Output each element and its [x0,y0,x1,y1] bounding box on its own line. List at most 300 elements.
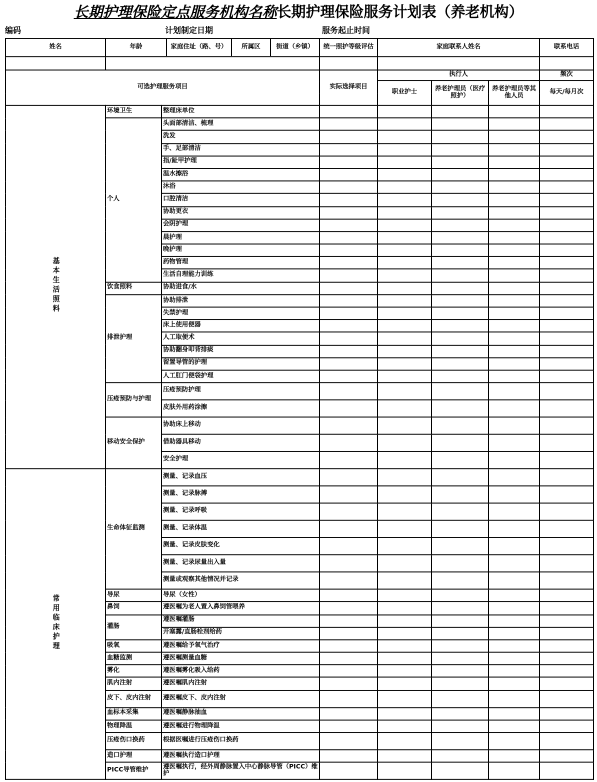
caregiver-med-cell[interactable] [432,206,489,219]
service-item-label: 遵医嘱给予氧气治疗 [162,640,320,653]
caregiver-other-cell[interactable] [489,156,540,169]
frequency-cell[interactable] [540,295,594,308]
frequency-cell[interactable] [540,750,594,763]
caregiver-other-cell[interactable] [489,417,540,434]
caregiver-med-cell[interactable] [432,555,489,572]
caregiver-other-cell[interactable] [489,219,540,232]
selected-cell[interactable] [320,652,378,665]
nurse-cell[interactable] [378,486,432,503]
caregiver-other-cell[interactable] [489,181,540,194]
frequency-cell[interactable] [540,469,594,486]
service-item-label: 遵医嘱执行，经外周静脉置入中心静脉导管（PICC）维护 [162,762,320,779]
frequency-cell[interactable] [540,690,594,707]
frequency-cell[interactable] [540,231,594,244]
caregiver-other-cell[interactable] [489,131,540,144]
nurse-cell[interactable] [378,383,432,400]
nurse-cell[interactable] [378,640,432,653]
group-label: 导尿 [106,589,162,602]
selected-cell[interactable] [320,156,378,169]
nurse-cell[interactable] [378,282,432,295]
caregiver-med-cell[interactable] [432,358,489,371]
header2-row-1 [6,70,594,81]
selected-cell[interactable] [320,520,378,537]
selected-cell[interactable] [320,640,378,653]
frequency-cell[interactable] [540,417,594,434]
caregiver-med-cell[interactable] [432,707,489,720]
frequency-cell[interactable] [540,720,594,733]
selected-cell[interactable] [320,282,378,295]
service-item-label: 测量或观察其他情况并记录 [162,572,320,589]
caregiver-other-cell[interactable] [489,206,540,219]
service-item-label: 失禁护理 [162,307,320,320]
caregiver-other-cell[interactable] [489,452,540,469]
service-item-label: 测量、记录呼吸 [162,503,320,520]
caregiver-other-cell[interactable] [489,295,540,308]
frequency-cell[interactable] [540,707,594,720]
nurse-cell[interactable] [378,156,432,169]
caregiver-med-cell[interactable] [432,486,489,503]
service-item-label: 协助翻身叩背排痰 [162,345,320,358]
frequency-cell[interactable] [540,269,594,282]
frequency-cell[interactable] [540,733,594,750]
nurse-cell[interactable] [378,555,432,572]
frequency-cell[interactable] [540,589,594,602]
caregiver-med-cell[interactable] [432,257,489,270]
frequency-cell[interactable] [540,452,594,469]
nurse-cell[interactable] [378,469,432,486]
frequency-cell[interactable] [540,181,594,194]
nurse-cell[interactable] [378,143,432,156]
assessment-header: 统一照护等级评估 [323,43,374,51]
nurse-cell[interactable] [378,503,432,520]
frequency-cell[interactable] [540,602,594,615]
caregiver-med-cell[interactable] [432,105,489,118]
caregiver-med-cell[interactable] [432,678,489,691]
caregiver-other-cell[interactable] [489,118,540,131]
caregiver-med-cell[interactable] [432,652,489,665]
contact-header: 家庭联系人姓名 [436,43,481,51]
frequency-cell[interactable] [540,434,594,451]
caregiver-other-header: 养老护理员等其他人员 [491,85,537,99]
caregiver-med-cell[interactable] [432,614,489,627]
service-item-label: 测量、记录尿量出入量 [162,555,320,572]
group-label: 肌内注射 [106,678,162,691]
caregiver-other-cell[interactable] [489,257,540,270]
caregiver-med-cell[interactable] [432,345,489,358]
caregiver-other-cell[interactable] [489,720,540,733]
selected-cell[interactable] [320,690,378,707]
frequency-cell[interactable] [540,194,594,207]
nurse-cell[interactable] [378,244,432,257]
service-item-label: 指/趾甲护理 [162,156,320,169]
nurse-cell[interactable] [378,231,432,244]
selected-cell[interactable] [320,231,378,244]
freq-header: 频次 [560,71,573,78]
frequency-cell[interactable] [540,332,594,345]
caregiver-med-cell[interactable] [432,244,489,257]
caregiver-other-cell[interactable] [489,168,540,181]
frequency-cell[interactable] [540,143,594,156]
caregiver-med-cell[interactable] [432,640,489,653]
selected-cell[interactable] [320,131,378,144]
nurse-cell[interactable] [378,358,432,371]
nurse-cell[interactable] [378,269,432,282]
caregiver-other-cell[interactable] [489,345,540,358]
header-blank-row [6,57,594,70]
frequency-cell[interactable] [540,370,594,383]
nurse-cell[interactable] [378,168,432,181]
service-item-row [6,469,594,486]
group-label: PICC导管维护 [106,762,162,779]
selected-cell[interactable] [320,538,378,555]
service-item-label: 协助进食/水 [162,282,320,295]
selected-cell[interactable] [320,181,378,194]
selected-cell[interactable] [320,665,378,678]
caregiver-med-cell[interactable] [432,733,489,750]
caregiver-med-cell[interactable] [432,143,489,156]
caregiver-other-cell[interactable] [489,538,540,555]
caregiver-med-cell[interactable] [432,762,489,779]
selected-cell[interactable] [320,332,378,345]
frequency-cell[interactable] [540,538,594,555]
caregiver-other-cell[interactable] [489,627,540,640]
selected-cell[interactable] [320,572,378,589]
nurse-cell[interactable] [378,538,432,555]
section-label: 常用临床护理 [52,594,61,652]
caregiver-med-cell[interactable] [432,627,489,640]
frequency-cell[interactable] [540,358,594,371]
nurse-cell[interactable] [378,417,432,434]
selected-cell[interactable] [320,417,378,434]
caregiver-other-cell[interactable] [489,231,540,244]
caregiver-med-cell[interactable] [432,168,489,181]
service-item-label: 人工取便术 [162,332,320,345]
service-item-label: 头面部清洁、梳理 [162,118,320,131]
selected-cell[interactable] [320,345,378,358]
caregiver-med-cell[interactable] [432,503,489,520]
caregiver-other-cell[interactable] [489,383,540,400]
caregiver-other-cell[interactable] [489,614,540,627]
selected-cell[interactable] [320,733,378,750]
frequency-cell[interactable] [540,572,594,589]
nurse-cell[interactable] [378,257,432,270]
frequency-cell[interactable] [540,345,594,358]
caregiver-med-cell[interactable] [432,452,489,469]
nurse-cell[interactable] [378,589,432,602]
caregiver-med-cell[interactable] [432,181,489,194]
selected-cell[interactable] [320,469,378,486]
selected-cell[interactable] [320,602,378,615]
caregiver-other-cell[interactable] [489,652,540,665]
nurse-cell[interactable] [378,762,432,779]
nurse-cell[interactable] [378,665,432,678]
caregiver-other-cell[interactable] [489,640,540,653]
caregiver-med-cell[interactable] [432,282,489,295]
frequency-cell[interactable] [540,627,594,640]
frequency-cell[interactable] [540,105,594,118]
nurse-cell[interactable] [378,572,432,589]
frequency-cell[interactable] [540,168,594,181]
service-item-label: 药物管理 [162,257,320,270]
caregiver-med-cell[interactable] [432,720,489,733]
caregiver-med-cell[interactable] [432,520,489,537]
executor-header: 执行人 [449,71,468,78]
caregiver-med-cell[interactable] [432,156,489,169]
nurse-cell[interactable] [378,520,432,537]
caregiver-other-cell[interactable] [489,503,540,520]
caregiver-other-cell[interactable] [489,358,540,371]
service-item-label: 安全护理 [162,452,320,469]
caregiver-other-cell[interactable] [489,143,540,156]
selected-cell[interactable] [320,194,378,207]
caregiver-med-cell[interactable] [432,307,489,320]
caregiver-other-cell[interactable] [489,307,540,320]
caregiver-other-cell[interactable] [489,572,540,589]
institution-name: 长期护理保险定点服务机构名称 [73,4,277,21]
nurse-cell[interactable] [378,118,432,131]
selected-cell[interactable] [320,206,378,219]
caregiver-med-cell[interactable] [432,690,489,707]
address-header: 家庭住址（路、号） [166,39,232,56]
selected-cell[interactable] [320,244,378,257]
caregiver-other-cell[interactable] [489,733,540,750]
caregiver-other-cell[interactable] [489,332,540,345]
caregiver-other-cell[interactable] [489,105,540,118]
caregiver-med-cell[interactable] [432,383,489,400]
caregiver-other-cell[interactable] [489,469,540,486]
nurse-cell[interactable] [378,131,432,144]
nurse-cell[interactable] [378,627,432,640]
frequency-cell[interactable] [540,665,594,678]
service-item-label: 测量、记录体温 [162,520,320,537]
nurse-cell[interactable] [378,614,432,627]
title-rest: 长期护理保险服务计划表（养老机构） [276,4,524,21]
caregiver-med-cell[interactable] [432,589,489,602]
frequency-cell[interactable] [540,555,594,572]
group-label: 饮食照料 [106,282,162,295]
selected-cell[interactable] [320,219,378,232]
selected-cell[interactable] [320,707,378,720]
service-item-label: 借助器具移动 [162,434,320,451]
caregiver-other-cell[interactable] [489,665,540,678]
selected-cell[interactable] [320,452,378,469]
frequency-cell[interactable] [540,383,594,400]
caregiver-other-cell[interactable] [489,707,540,720]
caregiver-med-cell[interactable] [432,194,489,207]
caregiver-med-cell[interactable] [432,572,489,589]
service-item-label: 遵医嘱灌肠 [162,614,320,627]
selected-cell[interactable] [320,627,378,640]
nurse-cell[interactable] [378,690,432,707]
caregiver-other-cell[interactable] [489,589,540,602]
frequency-cell[interactable] [540,614,594,627]
selected-cell[interactable] [320,400,378,417]
frequency-cell[interactable] [540,257,594,270]
selected-cell[interactable] [320,307,378,320]
caregiver-med-cell[interactable] [432,417,489,434]
nurse-cell[interactable] [378,345,432,358]
nurse-cell[interactable] [378,452,432,469]
service-item-label: 温水擦浴 [162,168,320,181]
service-item-label: 遵医嘱皮下、皮内注射 [162,690,320,707]
frequency-cell[interactable] [540,118,594,131]
frequency-cell[interactable] [540,131,594,144]
nurse-cell[interactable] [378,400,432,417]
caregiver-other-cell[interactable] [489,678,540,691]
caregiver-other-cell[interactable] [489,520,540,537]
nurse-cell[interactable] [378,720,432,733]
nurse-cell[interactable] [378,733,432,750]
selected-cell[interactable] [320,370,378,383]
group-label: 个人 [106,118,162,282]
caregiver-med-cell[interactable] [432,602,489,615]
frequency-cell[interactable] [540,282,594,295]
caregiver-other-cell[interactable] [489,400,540,417]
nurse-cell[interactable] [378,707,432,720]
caregiver-other-cell[interactable] [489,690,540,707]
selected-cell[interactable] [320,118,378,131]
frequency-cell[interactable] [540,156,594,169]
group-label: 吸氧 [106,640,162,653]
service-item-label: 晚护理 [162,244,320,257]
caregiver-med-header: 养老护理员（医疗照护） [434,85,486,99]
caregiver-med-cell[interactable] [432,231,489,244]
nurse-cell[interactable] [378,332,432,345]
nurse-cell[interactable] [378,434,432,451]
group-label: 血标本采集 [106,707,162,720]
caregiver-other-cell[interactable] [489,750,540,763]
frequency-cell[interactable] [540,652,594,665]
service-date-label: 服务起止时间 [322,26,370,35]
frequency-cell[interactable] [540,503,594,520]
caregiver-med-cell[interactable] [432,320,489,333]
service-item-label: 导尿（女性） [162,589,320,602]
group-label: 环境卫生 [106,105,162,118]
service-item-label: 测量、记录脉搏 [162,486,320,503]
service-item-label: 整理床单位 [162,105,320,118]
header-row [6,38,594,56]
group-label: 血糖监测 [106,652,162,665]
nurse-cell[interactable] [378,219,432,232]
selected-cell[interactable] [320,383,378,400]
service-item-label: 皮肤外用药涂擦 [162,400,320,417]
selected-cell[interactable] [320,358,378,371]
nurse-cell[interactable] [378,307,432,320]
caregiver-other-cell[interactable] [489,269,540,282]
selected-header: 实际选择项目 [329,83,368,91]
caregiver-med-cell[interactable] [432,219,489,232]
service-item-label: 开塞露/直肠栓剂给药 [162,627,320,640]
caregiver-med-cell[interactable] [432,434,489,451]
caregiver-med-cell[interactable] [432,332,489,345]
street-header: 街道（乡镇） [276,43,314,51]
frequency-cell[interactable] [540,520,594,537]
caregiver-med-cell[interactable] [432,269,489,282]
caregiver-other-cell[interactable] [489,434,540,451]
nurse-cell[interactable] [378,678,432,691]
caregiver-other-cell[interactable] [489,602,540,615]
caregiver-med-cell[interactable] [432,370,489,383]
selected-cell[interactable] [320,257,378,270]
group-label: 移动安全保护 [106,417,162,469]
selected-cell[interactable] [320,320,378,333]
selected-cell[interactable] [320,750,378,763]
caregiver-other-cell[interactable] [489,320,540,333]
frequency-cell[interactable] [540,678,594,691]
frequency-cell[interactable] [540,244,594,257]
selected-cell[interactable] [320,503,378,520]
caregiver-med-cell[interactable] [432,469,489,486]
frequency-cell[interactable] [540,640,594,653]
service-item-label: 手、足部清洁 [162,143,320,156]
caregiver-med-cell[interactable] [432,400,489,417]
selected-cell[interactable] [320,143,378,156]
selected-cell[interactable] [320,105,378,118]
caregiver-other-cell[interactable] [489,370,540,383]
selected-cell[interactable] [320,486,378,503]
selected-cell[interactable] [320,720,378,733]
caregiver-other-cell[interactable] [489,244,540,257]
group-label: 压疮预防与护理 [106,383,162,417]
selected-cell[interactable] [320,555,378,572]
caregiver-other-cell[interactable] [489,555,540,572]
caregiver-other-cell[interactable] [489,194,540,207]
frequency-cell[interactable] [540,400,594,417]
caregiver-med-cell[interactable] [432,118,489,131]
nurse-cell[interactable] [378,652,432,665]
nurse-cell[interactable] [378,602,432,615]
selected-cell[interactable] [320,614,378,627]
selected-cell[interactable] [320,269,378,282]
caregiver-med-cell[interactable] [432,131,489,144]
service-item-label: 会阴护理 [162,219,320,232]
caregiver-med-cell[interactable] [432,750,489,763]
caregiver-med-cell[interactable] [432,295,489,308]
frequency-cell[interactable] [540,219,594,232]
caregiver-other-cell[interactable] [489,486,540,503]
caregiver-other-cell[interactable] [489,282,540,295]
selected-cell[interactable] [320,168,378,181]
nurse-cell[interactable] [378,206,432,219]
group-label: 皮下、皮内注射 [106,690,162,707]
frequency-cell[interactable] [540,307,594,320]
selected-cell[interactable] [320,295,378,308]
nurse-cell[interactable] [378,750,432,763]
document-title [0,2,597,24]
service-item-label: 协助更衣 [162,206,320,219]
nurse-cell[interactable] [378,320,432,333]
caregiver-other-cell[interactable] [489,762,540,779]
nurse-cell[interactable] [378,370,432,383]
nurse-cell[interactable] [378,194,432,207]
caregiver-med-cell[interactable] [432,538,489,555]
nurse-cell[interactable] [378,105,432,118]
frequency-cell[interactable] [540,486,594,503]
nurse-cell[interactable] [378,295,432,308]
selected-cell[interactable] [320,678,378,691]
frequency-cell[interactable] [540,320,594,333]
selected-cell[interactable] [320,589,378,602]
caregiver-med-cell[interactable] [432,665,489,678]
group-label: 灌肠 [106,614,162,639]
service-item-label: 口腔清洁 [162,194,320,207]
selected-cell[interactable] [320,434,378,451]
frequency-cell[interactable] [540,762,594,779]
selected-cell[interactable] [320,762,378,779]
age-header: 年龄 [129,43,143,51]
nurse-cell[interactable] [378,181,432,194]
frequency-cell[interactable] [540,206,594,219]
